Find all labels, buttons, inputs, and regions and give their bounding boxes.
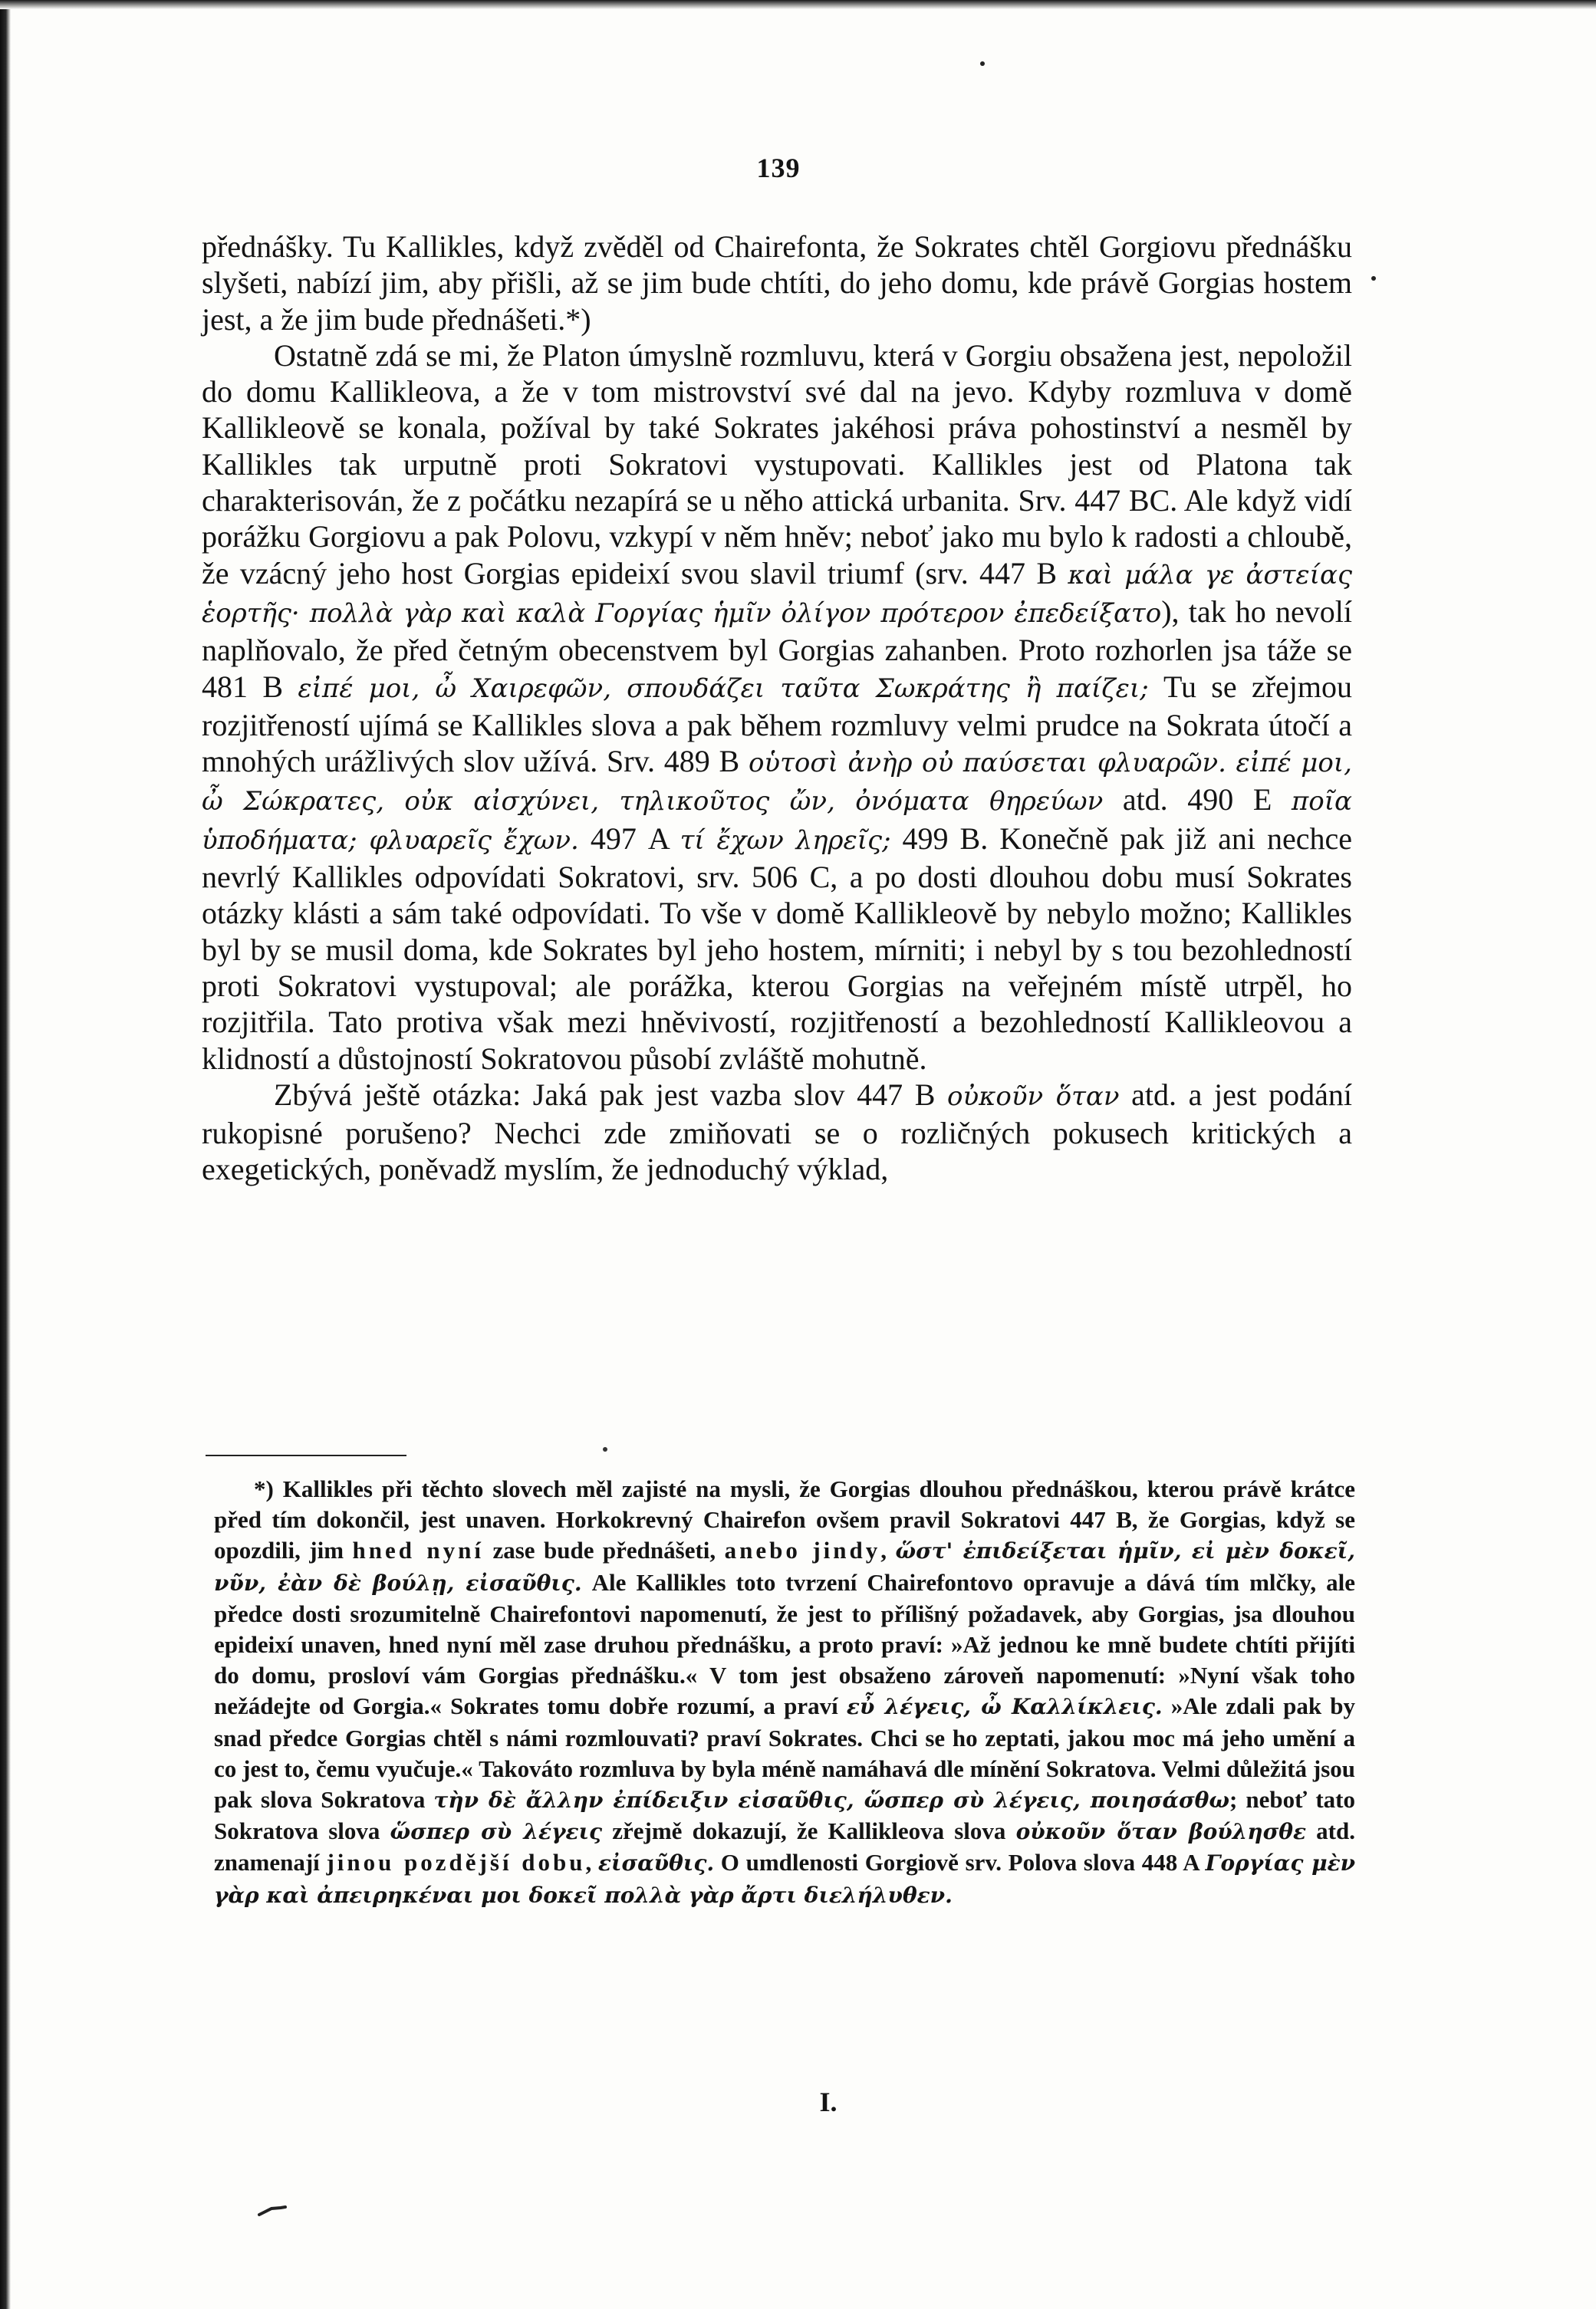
emphasis-spaced: hned nyní: [352, 1537, 485, 1564]
signature-mark: I.: [819, 2087, 837, 2117]
greek-quote: οὑτοσὶ ἀνὴρ οὐ παύσεται φλυαρῶν. εἰπέ μοι, ὦ Σώκρατες, οὐκ αἰσχύνει, τηλικοῦτος ὤν, ὀνόματα θηρεύων: [202, 748, 1352, 817]
text-run: ,: [585, 1849, 598, 1876]
text-run: Tu se zřejmou rozjitřeností ujímá se Kallikles slova a pak během rozmluvy velmi prudce na Sokrata útočí a mnohých urážlivých slov užívá. Srv. 489 B: [202, 669, 1352, 779]
greek-quote: εἰπέ μοι, ὦ Χαιρεφῶν, σπουδάζει ταῦτα Σωκράτης ἢ παίζει;: [298, 673, 1149, 704]
text-run: O umdlenosti Gorgiově srv. Polova slova 448 A: [714, 1849, 1206, 1876]
greek-quote: Γοργίας μὲν γὰρ καὶ ἀπειρηκέναι μοι δοκεῖ πολλὰ γὰρ ἄρτι διελήλυθεν.: [214, 1850, 1356, 1908]
text-run: »Ale zdali pak by snad předce Gorgias chtěl s námi rozmlouvati? praví Sokrates. Chci se ho zeptati, jakou moc má jeho umění a co jest to, čemu vyučuje.« Takováto rozmluva by byla méně namáhavá dle mínění Sokratova. Velmi důležitá jsou pak slova Sokratova: [214, 1692, 1355, 1814]
greek-quote: εὖ λέγεις, ὦ Καλλίκλεις.: [846, 1694, 1163, 1720]
greek-quote: οὐκοῦν ὅταν βούλησθε: [1015, 1819, 1307, 1845]
rule-dot: [603, 1447, 607, 1452]
greek-quote: τὴν δὲ ἄλλην ἐπίδειξιν εἰσαῦθις, ὥσπερ σὺ λέγεις, ποιησάσθω: [433, 1788, 1230, 1814]
emphasis-spaced: anebo jindy: [724, 1537, 881, 1564]
text-run: atd. 490 E: [1103, 782, 1292, 817]
greek-quote: ποῖα ὑποδήματα; φλυαρεῖς ἔχων.: [202, 786, 1352, 856]
text-run: atd. a jest podání rukopisné porušeno? Nechci zde zmiňovati se o rozličných pokusech kritických a exegetických, poněvadž myslím, že jednoduchý výklad,: [202, 1077, 1352, 1187]
greek-quote: εἰσαῦθις.: [597, 1850, 715, 1876]
text-run: 497 A: [578, 821, 680, 856]
text-run: atd. znamenají: [214, 1817, 1355, 1876]
text-run: zase bude přednášeti,: [484, 1537, 725, 1564]
main-text: [202, 229, 1352, 1188]
footnote: [214, 1474, 1355, 1911]
text-run: ), tak ho nevolí naplňovalo, že před četným obecenstvem byl Gorgias zahanben. Proto rozhorlen jsa táže se 481 B: [202, 594, 1353, 704]
greek-quote: καὶ μάλα γε ἀστείας ἑορτῆς· πολλὰ γὰρ καὶ καλὰ Γοργίας ἡμῖν ὀλίγον πρότερον ἐπεδείξατο: [202, 559, 1353, 629]
greek-quote: ὥσπερ σὺ λέγεις: [390, 1819, 603, 1845]
text-run: ,: [880, 1537, 896, 1564]
text-run: *) Kallikles při těchto slovech měl zajisté na mysli, že Gorgias dlouhou přednáškou, kterou právě krátce před tím dokončil, jest unaven. Horkokrevný Chairefon ovšem pravil Sokratovi 447 B, že Gorgias, když se opozdili, jim: [214, 1475, 1355, 1564]
text-run: Zbývá ještě otázka: Jaká pak jest vazba slov 447 B: [274, 1077, 947, 1112]
text-run: ; neboť tato Sokratova slova: [214, 1786, 1355, 1845]
paragraph-3: [202, 1077, 1352, 1188]
emphasis-spaced: jinou pozdější dobu: [326, 1849, 586, 1876]
footnote-paragraph: [214, 1474, 1355, 1911]
text-run: zřejmě dokazují, že Kallikleova slova: [602, 1817, 1016, 1845]
scan-edge-left: [0, 0, 11, 2309]
page-number: 139: [756, 153, 801, 183]
footnote-rule: [206, 1455, 406, 1456]
paragraph-2: [202, 337, 1352, 1077]
text-run: přednášky. Tu Kallikles, když zvěděl od Chairefonta, že Sokrates chtěl Gorgiovu přednášku slyšeti, nabízí jim, aby přišli, až se jim bude chtíti, do jeho domu, kde právě Gorgias hostem jest, a že jim bude přednášeti.*): [202, 229, 1352, 337]
text-run: 499 B. Konečně pak již ani nechce nevrlý Kallikles odpovídati Sokratovi, srv. 506 C, a po dosti dlouhou dobu musí Sokrates otázky klásti a sám také odpovídati. To vše v domě Kallikleově by nebylo možno; Kallikles byl by se musil doma, kde Sokrates byl jeho hostem, mírniti; i nebyl by s tou bezohledností proti Sokratovi vystupoval; ale porážka, kterou Gorgias na veřejném místě utrpěl, ho rozjitřila. Tato protiva však mezi hněvivostí, rozjitřeností a bezohledností Kallikleovou a klidností a důstojností Sokratovou působí zvláště mohutně.: [202, 821, 1352, 1076]
scan-speck: [980, 61, 985, 66]
scan-mark: [258, 2205, 288, 2216]
greek-quote: ὥστ' ἐπιδείξεται ἡμῖν, εἰ μὲν δοκεῖ, νῦν, ἐὰν δὲ βούλῃ, εἰσαῦθις.: [214, 1538, 1355, 1596]
text-run: Ale Kallikles toto tvrzení Chairefontovo opravuje a dává tím mlčky, ale předce dosti srozumitelně Chairefontovi napomenutí, že jest to přílišný požadavek, aby Gorgias, jsa dlouhou epideixí unaven, hned nyní měl zase druhou přednášku, a proto praví: »Až jednou ke mně budete chtíti přijíti do domu, prosloví vám Gorgias přednášku.« V tom jest obsaženo zároveň napomenutí: »Nyní však toho nežádejte od Gorgia.« Sokrates tomu dobře rozumí, a praví: [214, 1568, 1355, 1720]
paragraph-1: [202, 229, 1352, 337]
text-run: Ostatně zdá se mi, že Platon úmyslně rozmluvu, která v Gorgiu obsažena jest, nepoložil do domu Kallikleova, a že v tom mistrovství své dal na jevo. Kdyby rozmluva v domě Kallikleově se konala, požíval by také Sokrates jakéhosi práva pohostinství a nesměl by Kallikles tak urputně proti Sokratovi vystupovati. Kallikles jest od Platona tak charakterisován, že z počátku nezapírá se u něho attická urbanita. Srv. 447 BC. Ale když vidí porážku Gorgiovu a pak Polovu, vzkypí v něm hněv; neboť jako mu bylo k radosti a chloubě, že vzácný jeho host Gorgias epideixí svou slavil triumf (srv. 447 B: [202, 337, 1352, 590]
greek-quote: οὐκοῦν ὅταν: [946, 1080, 1120, 1112]
scan-edge-top: [0, 0, 1596, 9]
scan-speck: [1371, 276, 1376, 281]
greek-quote: τί ἔχων ληρεῖς;: [680, 824, 891, 856]
